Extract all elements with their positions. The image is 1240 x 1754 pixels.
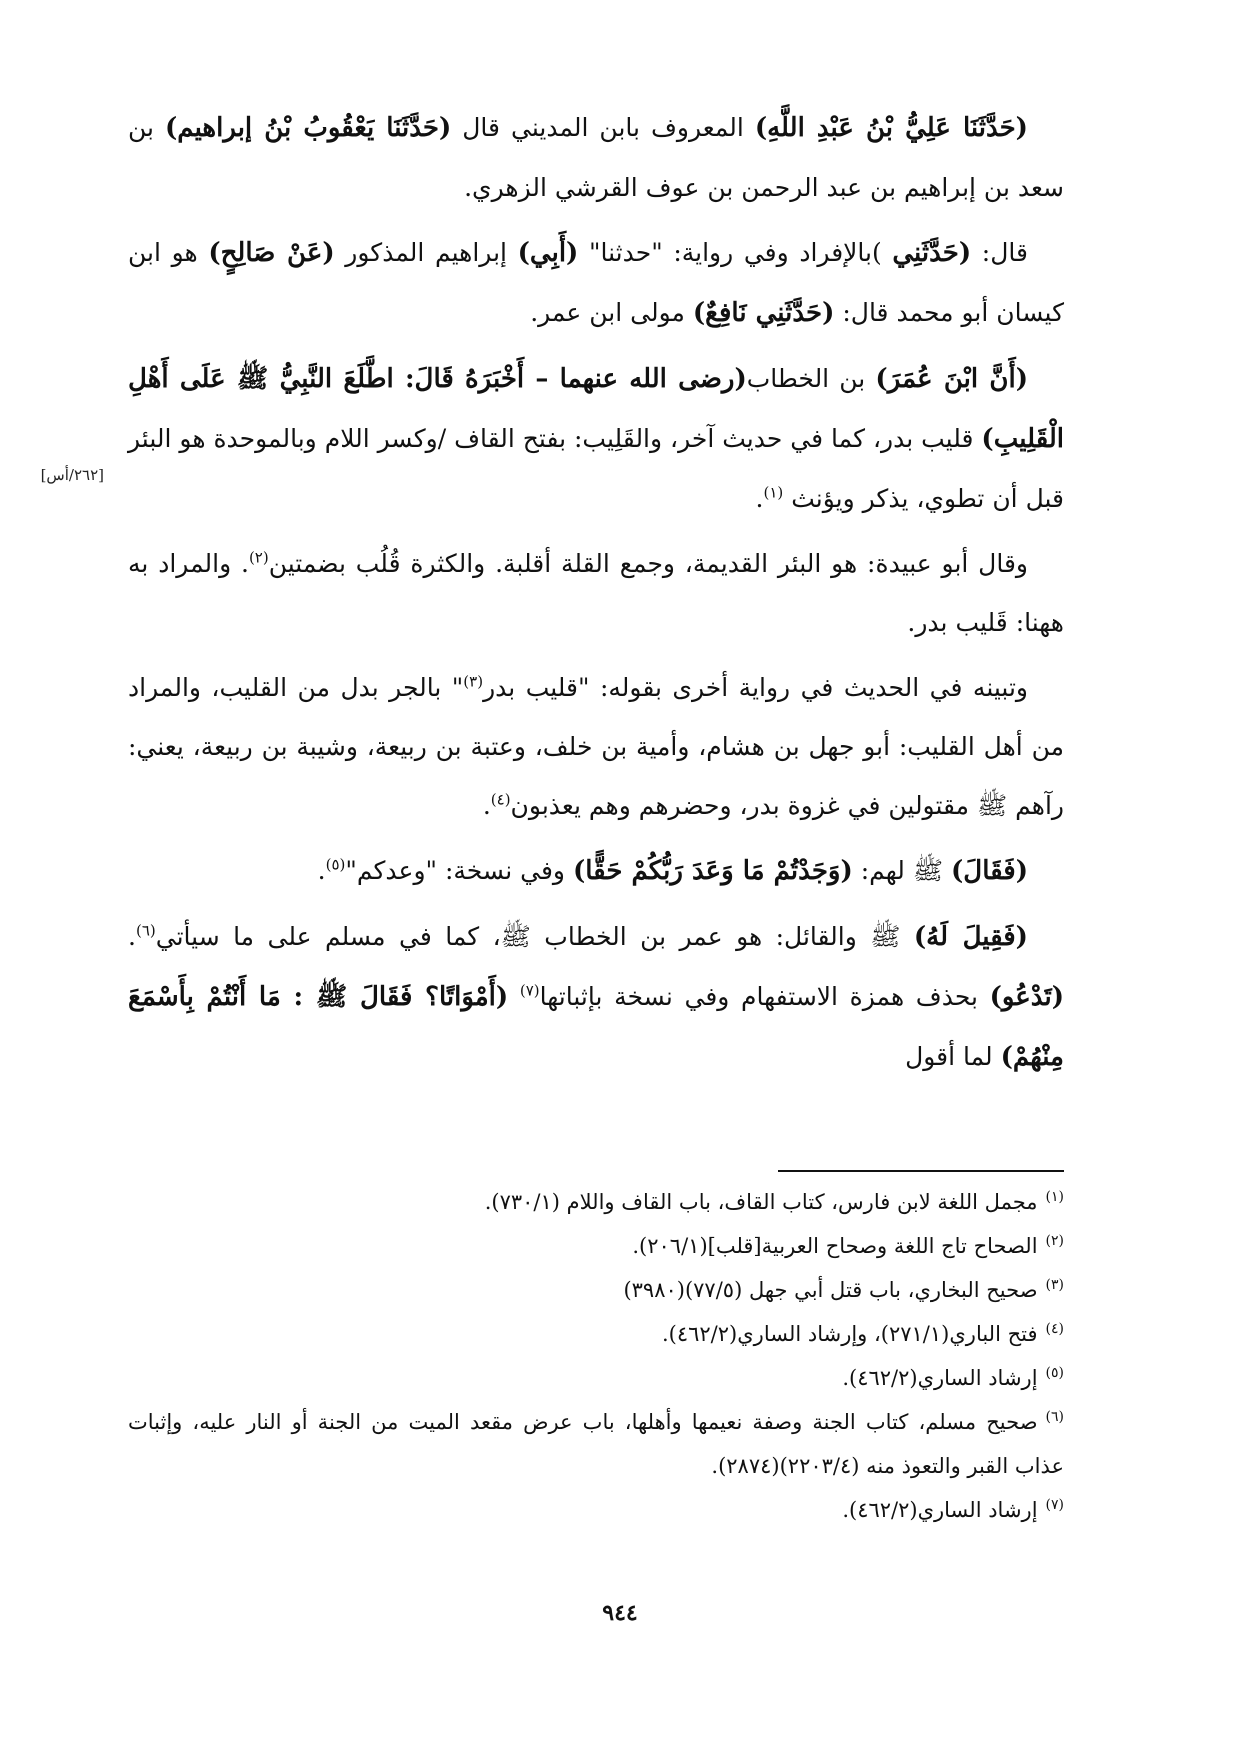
- footnote: [128, 1312, 1064, 1356]
- main-text: [128, 98, 1064, 1093]
- commentary-text: وفي نسخة: "وعدكم": [345, 856, 573, 885]
- footnote-number: (٥): [1045, 1365, 1064, 1381]
- footnote-number: (٤): [1045, 1321, 1064, 1337]
- hadith-quote: (تَدْعُو): [989, 982, 1064, 1012]
- footnote-ref: (٦): [135, 921, 156, 940]
- footnote: [128, 1224, 1064, 1268]
- commentary-text: قال:: [971, 238, 1028, 267]
- footnote-number: (١): [1045, 1189, 1064, 1205]
- hadith-quote: (حَدَّثَنَا عَلِيُّ بْنُ عَبْدِ اللَّهِ): [754, 113, 1028, 143]
- commentary-text: . والمراد به ههنا: قَليب بدر.: [128, 549, 1064, 637]
- hadith-quote: (وَجَدْتُمْ مَا وَعَدَ رَبُّكُمْ حَقًّا): [572, 856, 853, 886]
- footnote-ref: (٤): [490, 790, 511, 809]
- footnote-ref: (٢): [248, 548, 269, 567]
- body-paragraph: [128, 349, 1064, 528]
- hadith-quote: (أَنَّ ابْنَ عُمَرَ): [875, 364, 1028, 394]
- commentary-text: .: [317, 856, 326, 885]
- footnote: [128, 1356, 1064, 1400]
- commentary-text: وتبينه في الحديث في رواية أخرى بقوله: "قليب بدر: [483, 673, 1028, 702]
- hadith-quote: (فَقَالَ): [951, 856, 1028, 886]
- footnote-text: صحيح مسلم، كتاب الجنة وصفة نعيمها وأهلها، باب عرض مقعد الميت من الجنة أو النار عليه، وإثبات عذاب القبر والتعوذ منه (٢٢٠٣/٤)(٢٨٧٤).: [128, 1410, 1064, 1478]
- hadith-quote: (أَمْوَاتًا؟ فَقَالَ ﷺ : مَا أَنْتُمْ بِأَسْمَعَ مِنْهُمْ): [128, 982, 1064, 1072]
- page-number: ٩٤٤: [602, 1600, 638, 1626]
- margin-manuscript-ref: [٢٦٢/أس]: [40, 466, 104, 484]
- body-paragraph: [128, 907, 1064, 1087]
- commentary-text: [508, 982, 520, 1011]
- footnote-separator: [778, 1170, 1064, 1172]
- footnote: [128, 1488, 1064, 1532]
- body-paragraph: [128, 98, 1064, 217]
- commentary-text: قليب بدر، كما في حديث آخر، والقَلِيب: بفتح القاف /وكسر اللام وبالموحدة هو البئر قبل أن تطوي، يذكر ويؤنث: [128, 424, 1064, 513]
- hadith-quote: (عَنْ صَالِحٍ): [208, 238, 335, 268]
- footnote-number: (٦): [1045, 1409, 1064, 1425]
- commentary-text: .: [482, 791, 491, 820]
- commentary-text: .: [755, 484, 764, 513]
- footnote: [128, 1180, 1064, 1224]
- commentary-text: بن سعد بن إبراهيم بن عبد الرحمن بن عوف القرشي الزهري.: [128, 113, 1064, 202]
- commentary-text: " بالجر بدل من القليب، والمراد من أهل القليب: أبو جهل بن هشام، وأمية بن خلف، وعتبة بن ربيعة، وشيبة بن ربيعة، يعني: رآهم ﷺ مقتولين في غزوة بدر، وحضرهم وهم يعذبون: [128, 673, 1064, 820]
- footnote-text: إرشاد الساري(٤٦٢/٢).: [842, 1366, 1038, 1390]
- footnote: [128, 1268, 1064, 1312]
- commentary-text: ﷺ لهم:: [852, 856, 951, 885]
- hadith-quote: (حَدَّثَنَا يَعْقُوبُ بْنُ إبراهيم): [164, 113, 452, 143]
- body-paragraph: [128, 841, 1064, 901]
- commentary-text: المعروف بابن المديني قال: [451, 113, 755, 142]
- footnote-number: (٢): [1045, 1233, 1064, 1249]
- body-paragraph: [128, 658, 1064, 835]
- commentary-text: بن الخطاب: [746, 364, 876, 393]
- footnote-text: الصحاح تاج اللغة وصحاح العربية[قلب](٢٠٦/١).: [632, 1234, 1038, 1258]
- hadith-quote: (حَدَّثَنِي: [892, 238, 972, 268]
- commentary-text: إبراهيم المذكور: [334, 238, 518, 267]
- body-paragraph: [128, 534, 1064, 652]
- commentary-text: .: [128, 922, 136, 951]
- body-paragraph: [128, 223, 1064, 343]
- commentary-text: لما أقول: [905, 1042, 1001, 1071]
- footnote: [128, 1400, 1064, 1488]
- footnote-text: فتح الباري(٢٧١/١)، وإرشاد الساري(٤٦٢/٢).: [661, 1322, 1038, 1346]
- footnotes: [128, 1180, 1064, 1532]
- commentary-text: )بالإفراد وفي رواية: "حدثنا": [578, 238, 893, 267]
- footnote-text: إرشاد الساري(٤٦٢/٢).: [842, 1498, 1038, 1522]
- commentary-text: مولى ابن عمر.: [530, 298, 693, 327]
- footnote-number: (٧): [1045, 1497, 1064, 1513]
- commentary-text: ﷺ والقائل: هو عمر بن الخطاب ﷺ، كما في مسلم على ما سيأتي: [155, 922, 914, 951]
- footnote-text: مجمل اللغة لابن فارس، كتاب القاف، باب القاف واللام (٧٣٠/١).: [484, 1190, 1038, 1214]
- footnote-ref: (١): [763, 483, 784, 502]
- footnote-text: صحيح البخاري، باب قتل أبي جهل (٧٧/٥)(٣٩٨٠): [623, 1278, 1038, 1302]
- commentary-text: هو ابن كيسان أبو محمد قال:: [128, 238, 1064, 327]
- hadith-quote: (فَقِيلَ لَهُ): [913, 922, 1028, 952]
- hadith-quote: (أَبِي): [517, 238, 579, 268]
- hadith-quote: (رضى الله عنهما – أَخْبَرَهُ قَالَ: اطَّلَعَ النَّبِيُّ ﷺ عَلَى أَهْلِ الْقَلِيبِ): [128, 364, 1064, 454]
- commentary-text: وقال أبو عبيدة: هو البئر القديمة، وجمع القلة أقلبة. والكثرة قُلُب بضمتين: [268, 549, 1028, 578]
- footnote-ref: (٧): [519, 981, 540, 1000]
- footnote-ref: (٥): [325, 855, 346, 874]
- hadith-quote: (حَدَّثَنِي نَافِعٌ): [692, 298, 835, 328]
- footnote-ref: (٣): [463, 672, 484, 691]
- commentary-text: بحذف همزة الاستفهام وفي نسخة بإثباتها: [539, 982, 990, 1011]
- footnote-number: (٣): [1045, 1277, 1064, 1293]
